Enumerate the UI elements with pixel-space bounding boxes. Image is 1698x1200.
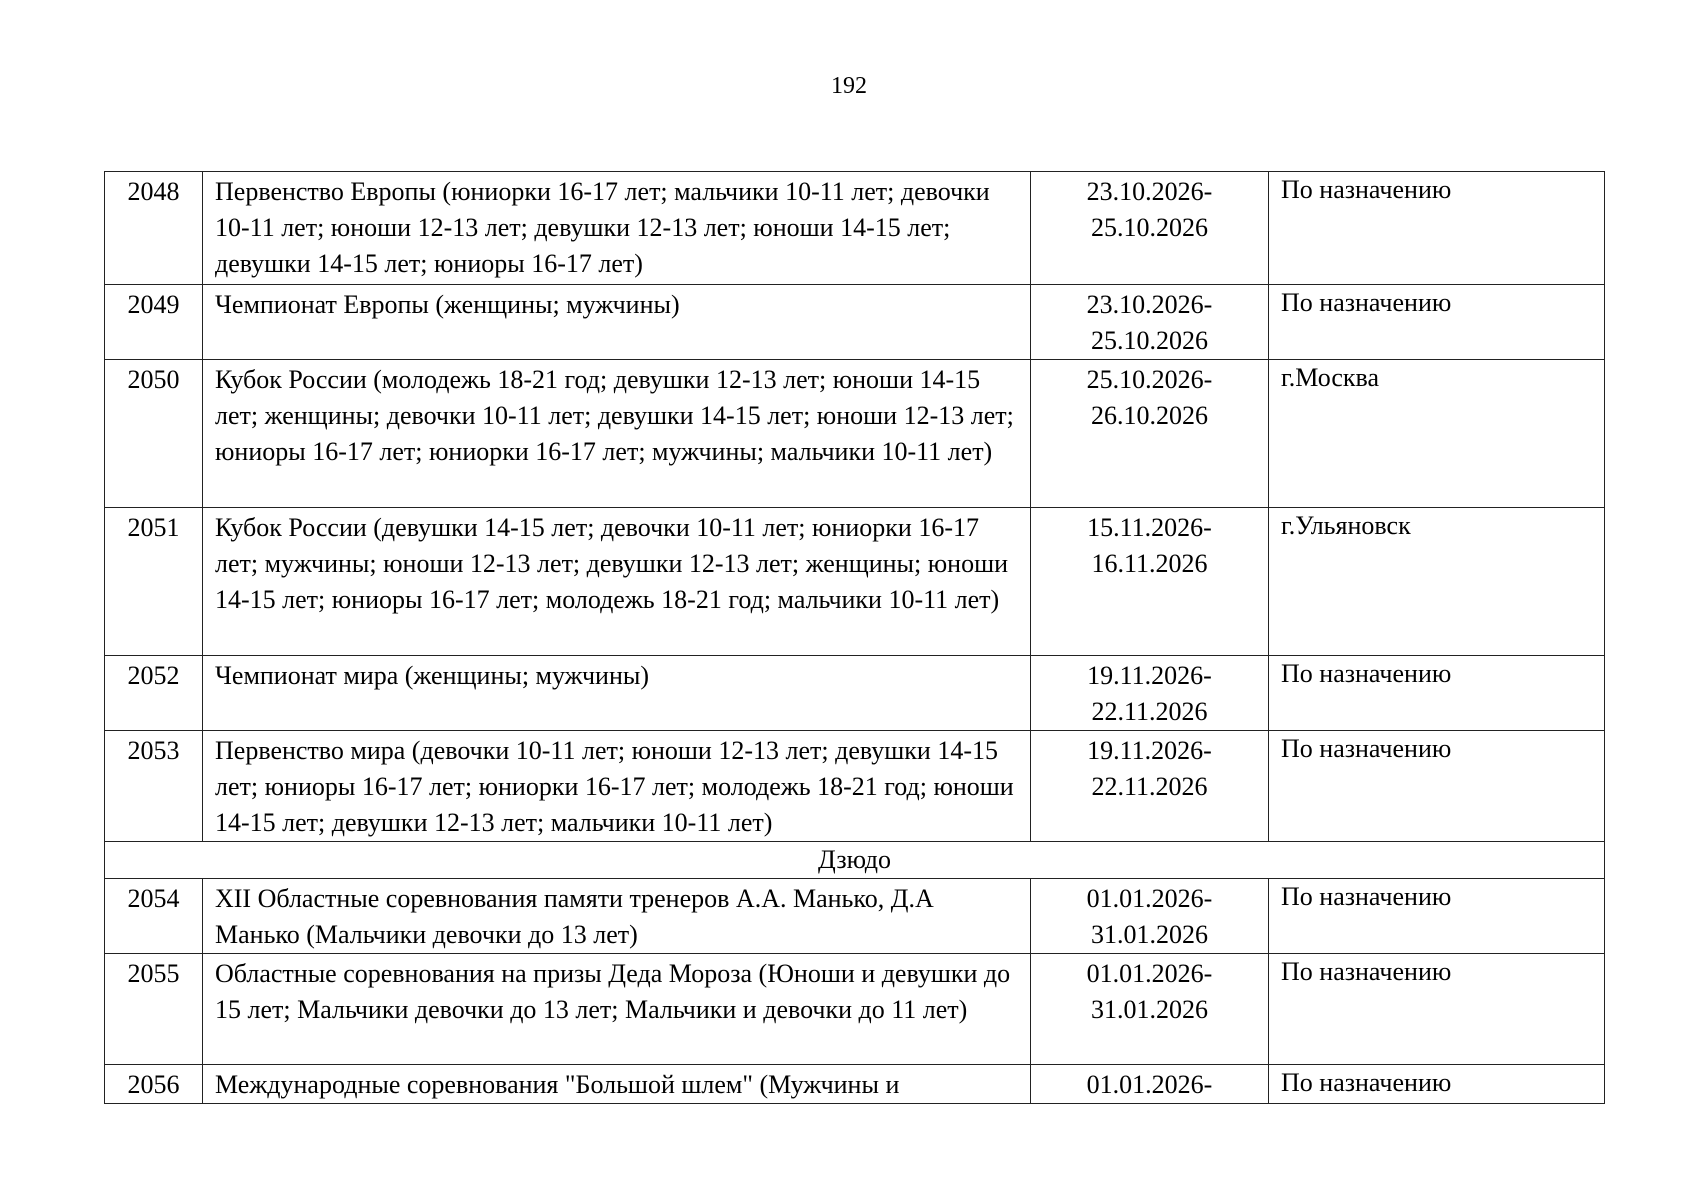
table-row	[105, 508, 1605, 656]
section-header-row	[105, 842, 1605, 879]
event-name: Кубок России (девушки 14-15 лет; девочки 10-11 лет; юниорки 16-17 лет; мужчины; юноши 12-13 лет; девушки 12-13 лет; женщины; юноши 14-15 лет; юниоры 16-17 лет; молодежь 18-21 год; мальчики 10-11 лет)	[203, 508, 1031, 656]
event-place: По назначению	[1269, 1065, 1605, 1104]
date-end: 22.11.2026	[1091, 772, 1208, 801]
section-title: Дзюдо	[105, 842, 1605, 879]
event-place: По назначению	[1269, 656, 1605, 731]
date-start: 15.11.2026-	[1087, 513, 1212, 542]
event-name: Областные соревнования на призы Деда Мороза (Юноши и девушки до 15 лет; Мальчики девочки до 13 лет; Мальчики и девочки до 11 лет)	[203, 954, 1031, 1065]
date-start: 01.01.2026-	[1086, 1070, 1213, 1099]
date-start: 19.11.2026-	[1087, 736, 1212, 765]
date-start: 25.10.2026-	[1086, 365, 1213, 394]
page-number: 192	[831, 73, 867, 99]
date-end: 25.10.2026	[1091, 213, 1208, 242]
event-number: 2048	[105, 172, 203, 285]
event-dates	[1031, 879, 1269, 954]
event-name: Кубок России (молодежь 18-21 год; девушки 12-13 лет; юноши 14-15 лет; женщины; девочки 10-11 лет; девушки 14-15 лет; юноши 12-13 лет; юниоры 16-17 лет; юниорки 16-17 лет; мужчины; мальчики 10-11 лет)	[203, 360, 1031, 508]
event-name: Чемпионат мира (женщины; мужчины)	[203, 656, 1031, 731]
event-dates	[1031, 731, 1269, 842]
event-dates	[1031, 172, 1269, 285]
table-row	[105, 285, 1605, 360]
date-start: 19.11.2026-	[1087, 661, 1212, 690]
event-dates	[1031, 285, 1269, 360]
date-end: 26.10.2026	[1091, 401, 1208, 430]
event-place: По назначению	[1269, 731, 1605, 842]
event-place: По назначению	[1269, 879, 1605, 954]
event-place: По назначению	[1269, 172, 1605, 285]
table-row	[105, 1065, 1605, 1104]
event-place: г.Москва	[1269, 360, 1605, 508]
table-row	[105, 656, 1605, 731]
event-name: Чемпионат Европы (женщины; мужчины)	[203, 285, 1031, 360]
event-number: 2050	[105, 360, 203, 508]
date-end: 31.01.2026	[1091, 920, 1208, 949]
event-name: Международные соревнования "Большой шлем" (Мужчины и	[203, 1065, 1031, 1104]
event-number: 2051	[105, 508, 203, 656]
event-number: 2049	[105, 285, 203, 360]
date-start: 01.01.2026-	[1086, 959, 1213, 988]
competition-schedule-table	[104, 171, 1605, 1104]
date-start: 23.10.2026-	[1086, 177, 1213, 206]
date-end: 31.01.2026	[1091, 995, 1208, 1024]
event-number: 2054	[105, 879, 203, 954]
event-number: 2056	[105, 1065, 203, 1104]
event-place: По назначению	[1269, 954, 1605, 1065]
event-number: 2053	[105, 731, 203, 842]
date-end: 16.11.2026	[1091, 549, 1208, 578]
event-name: Первенство мира (девочки 10-11 лет; юноши 12-13 лет; девушки 14-15 лет; юниоры 16-17 лет; юниорки 16-17 лет; молодежь 18-21 год; юноши 14-15 лет; девушки 12-13 лет; мальчики 10-11 лет)	[203, 731, 1031, 842]
date-start: 01.01.2026-	[1086, 884, 1213, 913]
table-row	[105, 731, 1605, 842]
event-place: По назначению	[1269, 285, 1605, 360]
table-row	[105, 879, 1605, 954]
event-dates	[1031, 954, 1269, 1065]
event-dates	[1031, 508, 1269, 656]
event-dates	[1031, 1065, 1269, 1104]
event-place: г.Ульяновск	[1269, 508, 1605, 656]
date-end: 22.11.2026	[1091, 697, 1208, 726]
event-dates	[1031, 656, 1269, 731]
date-start: 23.10.2026-	[1086, 290, 1213, 319]
event-name: XII Областные соревнования памяти тренеров А.А. Манько, Д.А Манько (Мальчики девочки до 13 лет)	[203, 879, 1031, 954]
table-row	[105, 360, 1605, 508]
date-end: 25.10.2026	[1091, 326, 1208, 355]
event-number: 2052	[105, 656, 203, 731]
event-dates	[1031, 360, 1269, 508]
table-row	[105, 954, 1605, 1065]
table-row	[105, 172, 1605, 285]
event-name: Первенство Европы (юниорки 16-17 лет; мальчики 10-11 лет; девочки 10-11 лет; юноши 12-13 лет; девушки 12-13 лет; юноши 14-15 лет; девушки 14-15 лет; юниоры 16-17 лет)	[203, 172, 1031, 285]
event-number: 2055	[105, 954, 203, 1065]
